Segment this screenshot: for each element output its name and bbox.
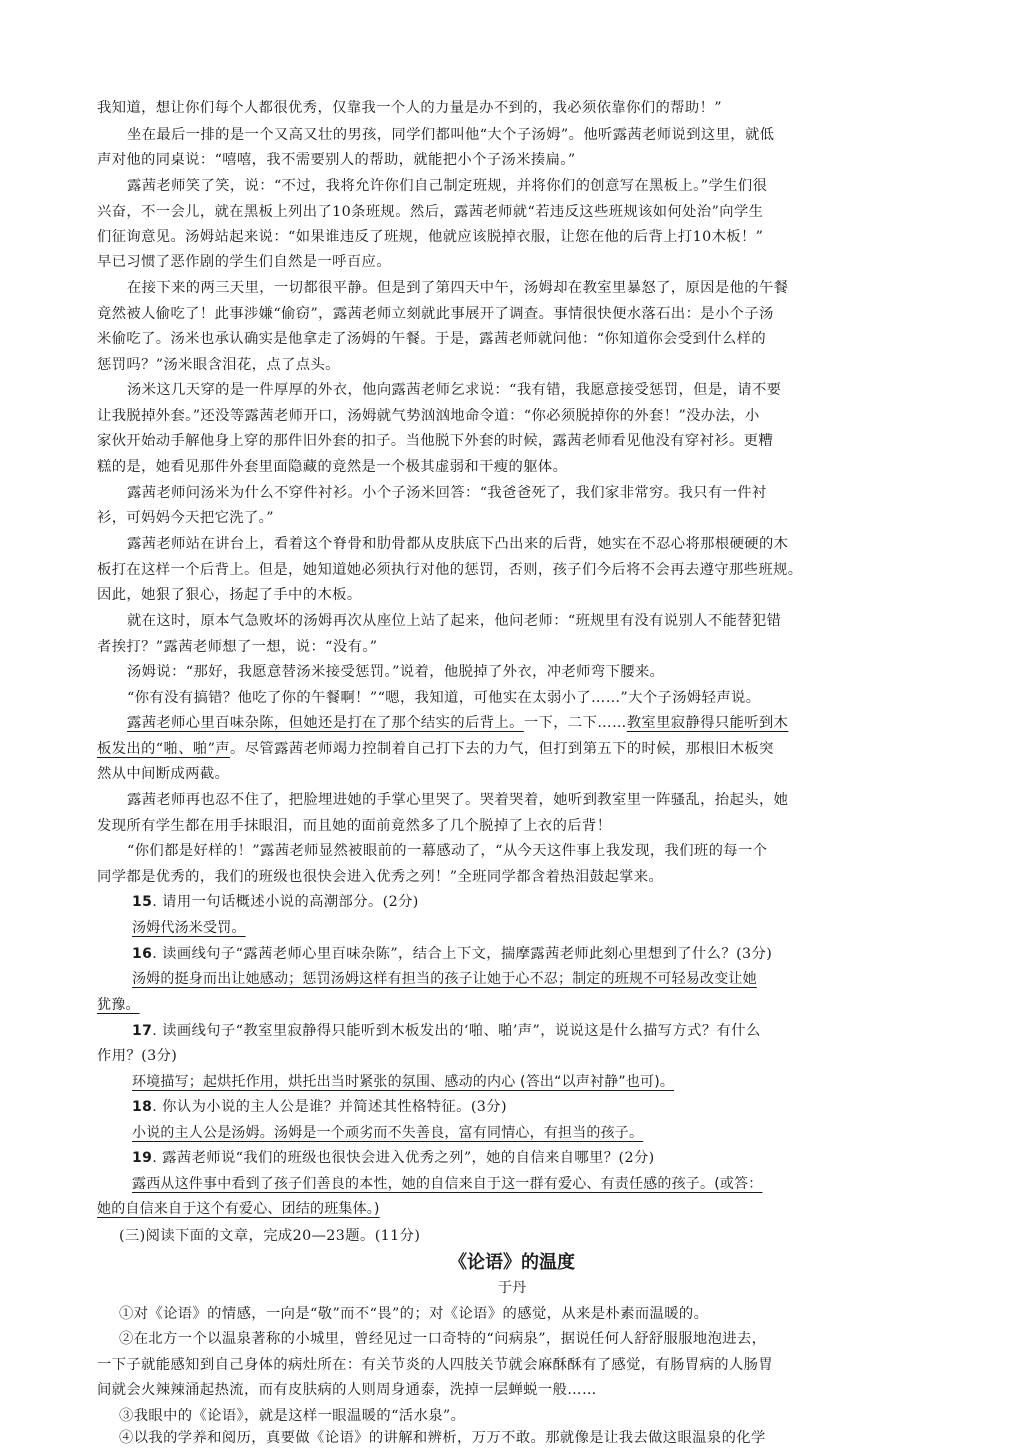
article-line: 间就会火辣辣涌起热流，而有皮肤病的人则周身通泰，洗掉一层蝉蜕一般…… bbox=[97, 1382, 597, 1398]
section-heading: (三)阅读下面的文章，完成20—23题。(11分) bbox=[119, 1228, 421, 1244]
story-line: 就在这时，原本气急败坏的汤姆再次从座位上站了起来，他问老师：“班规里有没有说别人不能替犯错 bbox=[127, 613, 782, 629]
underlined-sentence-line bbox=[127, 713, 788, 733]
story-line: 然从中间断成两截。 bbox=[97, 766, 230, 782]
story-line: 因此，她狠了狠心，扬起了手中的木板。 bbox=[97, 587, 362, 603]
story-line: 早已习惯了恶作剧的学生们自然是一呼百应。 bbox=[97, 254, 391, 270]
story-line: 竟然被人偷吃了！此事涉嫌“偷窃”，露茜老师立刻就此事展开了调查。事情很快便水落石出：是小个子汤 bbox=[97, 306, 774, 322]
question-number: 16 bbox=[132, 946, 153, 962]
question-text: . 请用一句话概述小说的高潮部分。(2分) bbox=[152, 894, 419, 910]
story-line: 糕的是，她看见那件外套里面隐藏的竟然是一个极其虚弱和干瘦的躯体。 bbox=[97, 459, 568, 475]
story-line: 声对他的同桌说：“嘻嘻，我不需要别人的帮助，就能把小个子汤米揍扁。” bbox=[97, 152, 576, 168]
story-line: 同学都是优秀的，我们的班级也很快会进入优秀之列！”全班同学都含着热泪鼓起掌来。 bbox=[97, 869, 664, 885]
story-text: 。尽管露茜老师竭力控制着自己打下去的力气，但打到第五下的时候，那根旧木板突 bbox=[230, 741, 774, 757]
question-text: . 读画线句子“教室里寂静得只能听到木板发出的‘啪、啪’声”，说说这是什么描写方式？有什么 bbox=[152, 1023, 761, 1039]
question-number: 17 bbox=[132, 1023, 153, 1039]
answer-17: 环境描写；起烘托作用，烘托出当时紧张的氛围、感动的内心 (答出“以声衬静”也可)。 bbox=[132, 1074, 675, 1090]
story-line: 露茜老师再也忍不住了，把脸埋进她的手掌心里哭了。哭着哭着，她听到教室里一阵骚乱，抬起头，她 bbox=[127, 792, 789, 808]
answer-19: 露西从这件事中看到了孩子们善良的本性，她的自信来自于这一群有爱心、有责任感的孩子。(或答： bbox=[132, 1176, 763, 1192]
story-line: 者挨打？”露茜老师想了一想，说：“没有。” bbox=[97, 639, 378, 655]
story-line: “你们都是好样的！”露茜老师显然被眼前的一幕感动了，“从今天这件事上我发现，我们班的每一个 bbox=[127, 843, 768, 859]
question-18 bbox=[132, 1097, 507, 1117]
story-line: 汤米这几天穿的是一件厚厚的外衣，他向露茜老师乞求说：“我有错，我愿意接受惩罚，但是，请不要 bbox=[127, 382, 782, 398]
question-text: . 读画线句子“露茜老师心里百味杂陈”，结合上下文，揣摩露茜老师此刻心里想到了什么？(3分) bbox=[152, 946, 773, 962]
answer-19-cont: 她的自信来自于这个有爱心、团结的班集体。) bbox=[97, 1201, 380, 1217]
underlined-sentence-2-cont: 板发出的“啪、啪”声 bbox=[97, 741, 230, 757]
answer-16-cont: 犹豫。 bbox=[97, 997, 140, 1013]
article-author: 于丹 bbox=[497, 1280, 527, 1296]
story-line: 让我脱掉外套。”还没等露茜老师开口，汤姆就气势汹汹地命令道：“你必须脱掉你的外套！”没办法，小 bbox=[97, 408, 760, 424]
question-number: 19 bbox=[132, 1150, 153, 1166]
article-title: 《论语》的温度 bbox=[449, 1252, 575, 1273]
question-16 bbox=[132, 944, 772, 964]
underlined-sentence-1: 露茜老师心里百味杂陈，但她还是打在了那个结实的后背上。 bbox=[127, 715, 524, 731]
story-line: 露茜老师笑了笑，说：“不过，我将允许你们自己制定班规，并将你们的创意写在黑板上。”学生们很 bbox=[127, 178, 768, 194]
story-line: 我知道，想让你们每个人都很优秀，仅靠我一个人的力量是办不到的，我必须依靠你们的帮助！” bbox=[97, 100, 722, 116]
answer-15: 汤姆代汤米受罚。 bbox=[132, 920, 246, 936]
story-line: 露茜老师问汤米为什么不穿件衬衫。小个子汤米回答：“我爸爸死了，我们家非常穷。我只有一件衬 bbox=[127, 485, 767, 501]
story-line: 衫，可妈妈今天把它洗了。” bbox=[97, 510, 274, 526]
story-line: 露茜老师站在讲台上，看着这个脊骨和肋骨都从皮肤底下凸出来的后背，她实在不忍心将那根硬硬的木 bbox=[127, 536, 789, 552]
question-17-cont: 作用？(3分) bbox=[97, 1048, 178, 1064]
story-line: 家伙开始动手解他身上穿的那件旧外套的扣子。当他脱下外套的时候，露茜老师看见他没有穿衬衫。更糟 bbox=[97, 433, 774, 449]
article-line: ④以我的学养和阅历，真要做《论语》的讲解和辨析，万万不敢。那就像是让我去做这眼温泉的化学 bbox=[119, 1430, 766, 1446]
question-text: . 露茜老师说“我们的班级也很快会进入优秀之列”，她的自信来自哪里？(2分) bbox=[152, 1150, 655, 1166]
story-line: 们征询意见。汤姆站起来说：“如果谁违反了班规，他就应该脱掉衣服，让您在他的后背上打10木板！” bbox=[97, 229, 764, 245]
plain-text: 一下，二下…… bbox=[523, 715, 627, 731]
question-text: . 你认为小说的主人公是谁？并简述其性格特征。(3分) bbox=[152, 1099, 507, 1115]
question-number: 15 bbox=[132, 894, 153, 910]
answer-16: 汤姆的挺身而出让她感动；惩罚汤姆这样有担当的孩子让她于心不忍；制定的班规不可轻易改变让她 bbox=[132, 971, 757, 987]
underlined-sentence-2: 教室里寂静得只能听到木 bbox=[626, 715, 789, 731]
question-number: 18 bbox=[132, 1099, 153, 1115]
article-line: ②在北方一个以温泉著称的小城里，曾经见过一口奇特的“问病泉”，据说任何人舒舒服服地泡进去， bbox=[119, 1331, 767, 1347]
story-line: 发现所有学生都在用手抹眼泪，而且她的面前竟然多了几个脱掉了上衣的后背！ bbox=[97, 818, 612, 834]
question-19 bbox=[132, 1148, 655, 1168]
story-line: 惩罚吗？”汤米眼含泪花，点了点头。 bbox=[97, 357, 340, 373]
story-line: 米偷吃了。汤米也承认确实是他拿走了汤姆的午餐。于是，露茜老师就问他：“你知道你会受到什么样的 bbox=[97, 331, 767, 347]
question-17 bbox=[132, 1021, 761, 1041]
question-15 bbox=[132, 892, 419, 912]
story-line: 汤姆说：“那好，我愿意替汤米接受惩罚。”说着，他脱掉了外衣，冲老师弯下腰来。 bbox=[127, 664, 665, 680]
story-line: 板打在这样一个后背上。但是，她知道她必须执行对他的惩罚，否则，孩子们今后将不会再去遵守那些班规。 bbox=[97, 562, 803, 578]
answer-18: 小说的主人公是汤姆。汤姆是一个顽劣而不失善良，富有同情心，有担当的孩子。 bbox=[132, 1125, 644, 1141]
story-line bbox=[97, 739, 774, 759]
story-line: 坐在最后一排的是一个又高又壮的男孩，同学们都叫他“大个子汤姆”。他听露茜老师说到这里，就低 bbox=[127, 127, 775, 143]
article-line: ③我眼中的《论语》，就是这样一眼温暖的“活水泉”。 bbox=[119, 1408, 466, 1424]
story-line: “你有没有搞错？他吃了你的午餐啊！”“嗯，我知道，可他实在太弱小了……”大个子汤姆轻声说。 bbox=[127, 690, 761, 706]
story-line: 在接下来的两三天里，一切都很平静。但是到了第四天中午，汤姆却在教室里暴怒了，原因是他的午餐 bbox=[127, 280, 789, 296]
article-line: 一下子就能感知到自己身体的病灶所在：有关节炎的人四肢关节就会麻酥酥有了感觉，有肠胃病的人肠胃 bbox=[97, 1357, 774, 1373]
story-line: 兴奋，不一会儿，就在黑板上列出了10条班规。然后，露茜老师就“若违反这些班规该如何处治”向学生 bbox=[97, 204, 764, 220]
article-line: ①对《论语》的情感，一向是“敬”而不“畏”的；对《论语》的感觉，从来是朴素而温暖的。 bbox=[119, 1306, 709, 1322]
